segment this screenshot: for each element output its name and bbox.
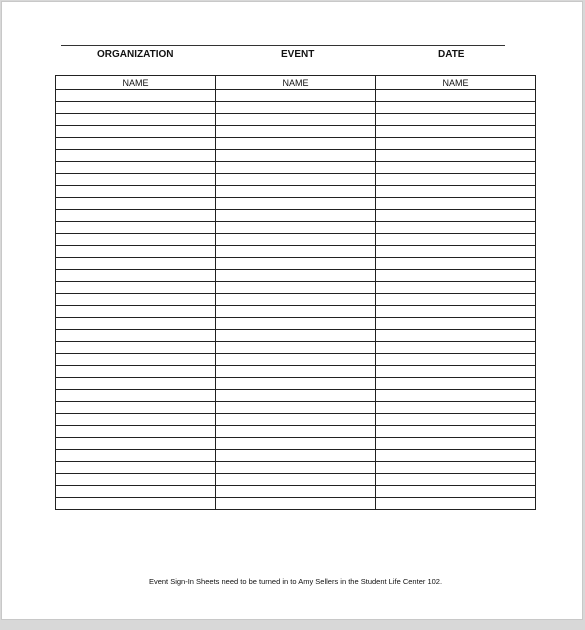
name-entry-cell[interactable]	[56, 462, 216, 474]
name-entry-cell[interactable]	[56, 354, 216, 366]
table-row	[56, 90, 536, 102]
header-rule	[61, 45, 505, 46]
table-row	[56, 102, 536, 114]
name-entry-cell[interactable]	[216, 150, 376, 162]
name-entry-cell[interactable]	[376, 294, 536, 306]
name-entry-cell[interactable]	[376, 462, 536, 474]
name-entry-cell[interactable]	[56, 414, 216, 426]
footer-note: Event Sign-In Sheets need to be turned in to Amy Sellers in the Student Life Center 102.	[148, 577, 443, 586]
name-entry-cell[interactable]	[56, 150, 216, 162]
table-row	[56, 258, 536, 270]
table-row	[56, 270, 536, 282]
name-entry-cell[interactable]	[56, 438, 216, 450]
name-entry-cell[interactable]	[376, 162, 536, 174]
name-entry-cell[interactable]	[56, 474, 216, 486]
table-row	[56, 486, 536, 498]
table-row	[56, 426, 536, 438]
name-entry-cell[interactable]	[216, 414, 376, 426]
name-entry-cell[interactable]	[56, 114, 216, 126]
name-entry-cell[interactable]	[216, 426, 376, 438]
table-row	[56, 390, 536, 402]
name-entry-cell[interactable]	[376, 354, 536, 366]
name-entry-cell[interactable]	[376, 258, 536, 270]
table-row	[56, 234, 536, 246]
name-entry-cell[interactable]	[376, 222, 536, 234]
name-entry-cell[interactable]	[376, 438, 536, 450]
name-entry-cell[interactable]	[376, 198, 536, 210]
name-entry-cell[interactable]	[376, 426, 536, 438]
name-entry-cell[interactable]	[56, 282, 216, 294]
name-entry-cell[interactable]	[216, 114, 376, 126]
name-column-header: NAME	[56, 76, 216, 90]
name-entry-cell[interactable]	[56, 246, 216, 258]
table-row	[56, 126, 536, 138]
table-row	[56, 306, 536, 318]
name-entry-cell[interactable]	[216, 234, 376, 246]
name-entry-cell[interactable]	[56, 306, 216, 318]
name-entry-cell[interactable]	[216, 450, 376, 462]
name-entry-cell[interactable]	[376, 402, 536, 414]
table-row	[56, 342, 536, 354]
name-entry-cell[interactable]	[216, 498, 376, 510]
name-entry-cell[interactable]	[376, 378, 536, 390]
name-entry-cell[interactable]	[376, 390, 536, 402]
table-header-row	[56, 76, 536, 90]
name-entry-cell[interactable]	[216, 246, 376, 258]
name-entry-cell[interactable]	[216, 210, 376, 222]
name-entry-cell[interactable]	[216, 222, 376, 234]
name-entry-cell[interactable]	[56, 270, 216, 282]
name-entry-cell[interactable]	[216, 90, 376, 102]
sign-in-table	[55, 75, 536, 510]
name-entry-cell[interactable]	[376, 150, 536, 162]
name-entry-cell[interactable]	[216, 102, 376, 114]
table-row	[56, 402, 536, 414]
name-entry-cell[interactable]	[376, 450, 536, 462]
name-entry-cell[interactable]	[376, 174, 536, 186]
name-entry-cell[interactable]	[216, 126, 376, 138]
name-entry-cell[interactable]	[376, 318, 536, 330]
table-row	[56, 186, 536, 198]
name-entry-cell[interactable]	[376, 126, 536, 138]
name-entry-cell[interactable]	[216, 258, 376, 270]
name-entry-cell[interactable]	[56, 402, 216, 414]
name-entry-cell[interactable]	[376, 474, 536, 486]
name-entry-cell[interactable]	[56, 366, 216, 378]
table-row	[56, 330, 536, 342]
name-entry-cell[interactable]	[216, 390, 376, 402]
name-entry-cell[interactable]	[376, 270, 536, 282]
name-entry-cell[interactable]	[376, 330, 536, 342]
table-row	[56, 414, 536, 426]
name-entry-cell[interactable]	[56, 90, 216, 102]
name-entry-cell[interactable]	[216, 438, 376, 450]
name-entry-cell[interactable]	[56, 342, 216, 354]
name-entry-cell[interactable]	[56, 426, 216, 438]
table-row	[56, 114, 536, 126]
table-row	[56, 198, 536, 210]
name-entry-cell[interactable]	[376, 210, 536, 222]
name-entry-cell[interactable]	[56, 294, 216, 306]
name-column-header: NAME	[216, 76, 376, 90]
sign-in-sheet-page	[1, 1, 583, 620]
name-entry-cell[interactable]	[56, 330, 216, 342]
name-entry-cell[interactable]	[376, 306, 536, 318]
name-entry-cell[interactable]	[216, 342, 376, 354]
name-entry-cell[interactable]	[56, 450, 216, 462]
name-entry-cell[interactable]	[56, 102, 216, 114]
table-row	[56, 438, 536, 450]
name-entry-cell[interactable]	[56, 234, 216, 246]
name-entry-cell[interactable]	[216, 306, 376, 318]
name-entry-cell[interactable]	[56, 498, 216, 510]
name-column-header: NAME	[376, 76, 536, 90]
table-row	[56, 150, 536, 162]
name-entry-cell[interactable]	[216, 282, 376, 294]
table-row	[56, 222, 536, 234]
name-entry-cell[interactable]	[376, 366, 536, 378]
name-entry-cell[interactable]	[376, 342, 536, 354]
name-entry-cell[interactable]	[376, 282, 536, 294]
name-entry-cell[interactable]	[56, 390, 216, 402]
name-entry-cell[interactable]	[56, 198, 216, 210]
table-row	[56, 294, 536, 306]
name-entry-cell[interactable]	[56, 186, 216, 198]
name-entry-cell[interactable]	[376, 102, 536, 114]
name-entry-cell[interactable]	[56, 126, 216, 138]
name-entry-cell[interactable]	[56, 258, 216, 270]
name-entry-cell[interactable]	[56, 378, 216, 390]
date-label: DATE	[438, 49, 465, 60]
sign-in-table-body	[56, 90, 536, 510]
event-label: EVENT	[281, 49, 315, 60]
name-entry-cell[interactable]	[216, 462, 376, 474]
name-entry-cell[interactable]	[216, 186, 376, 198]
name-entry-cell[interactable]	[216, 138, 376, 150]
name-entry-cell[interactable]	[376, 186, 536, 198]
table-row	[56, 378, 536, 390]
name-entry-cell[interactable]	[216, 270, 376, 282]
name-entry-cell[interactable]	[376, 234, 536, 246]
name-entry-cell[interactable]	[216, 354, 376, 366]
table-row	[56, 210, 536, 222]
name-entry-cell[interactable]	[376, 90, 536, 102]
table-row	[56, 366, 536, 378]
name-entry-cell[interactable]	[376, 114, 536, 126]
name-entry-cell[interactable]	[376, 138, 536, 150]
name-entry-cell[interactable]	[376, 486, 536, 498]
organization-label: ORGANIZATION	[97, 49, 174, 60]
name-entry-cell[interactable]	[376, 498, 536, 510]
table-row	[56, 498, 536, 510]
name-entry-cell[interactable]	[216, 294, 376, 306]
name-entry-cell[interactable]	[56, 222, 216, 234]
name-entry-cell[interactable]	[216, 318, 376, 330]
name-entry-cell[interactable]	[216, 378, 376, 390]
name-entry-cell[interactable]	[216, 174, 376, 186]
table-row	[56, 318, 536, 330]
name-entry-cell[interactable]	[56, 318, 216, 330]
table-row	[56, 354, 536, 366]
table-row	[56, 138, 536, 150]
name-entry-cell[interactable]	[216, 366, 376, 378]
name-entry-cell[interactable]	[216, 330, 376, 342]
name-entry-cell[interactable]	[56, 138, 216, 150]
name-entry-cell[interactable]	[56, 162, 216, 174]
name-entry-cell[interactable]	[216, 162, 376, 174]
table-row	[56, 174, 536, 186]
table-row	[56, 474, 536, 486]
table-row	[56, 162, 536, 174]
table-row	[56, 462, 536, 474]
name-entry-cell[interactable]	[56, 486, 216, 498]
name-entry-cell[interactable]	[216, 198, 376, 210]
name-entry-cell[interactable]	[56, 174, 216, 186]
table-row	[56, 282, 536, 294]
name-entry-cell[interactable]	[376, 414, 536, 426]
table-row	[56, 450, 536, 462]
name-entry-cell[interactable]	[216, 402, 376, 414]
name-entry-cell[interactable]	[216, 474, 376, 486]
name-entry-cell[interactable]	[56, 210, 216, 222]
table-row	[56, 246, 536, 258]
name-entry-cell[interactable]	[376, 246, 536, 258]
name-entry-cell[interactable]	[216, 486, 376, 498]
